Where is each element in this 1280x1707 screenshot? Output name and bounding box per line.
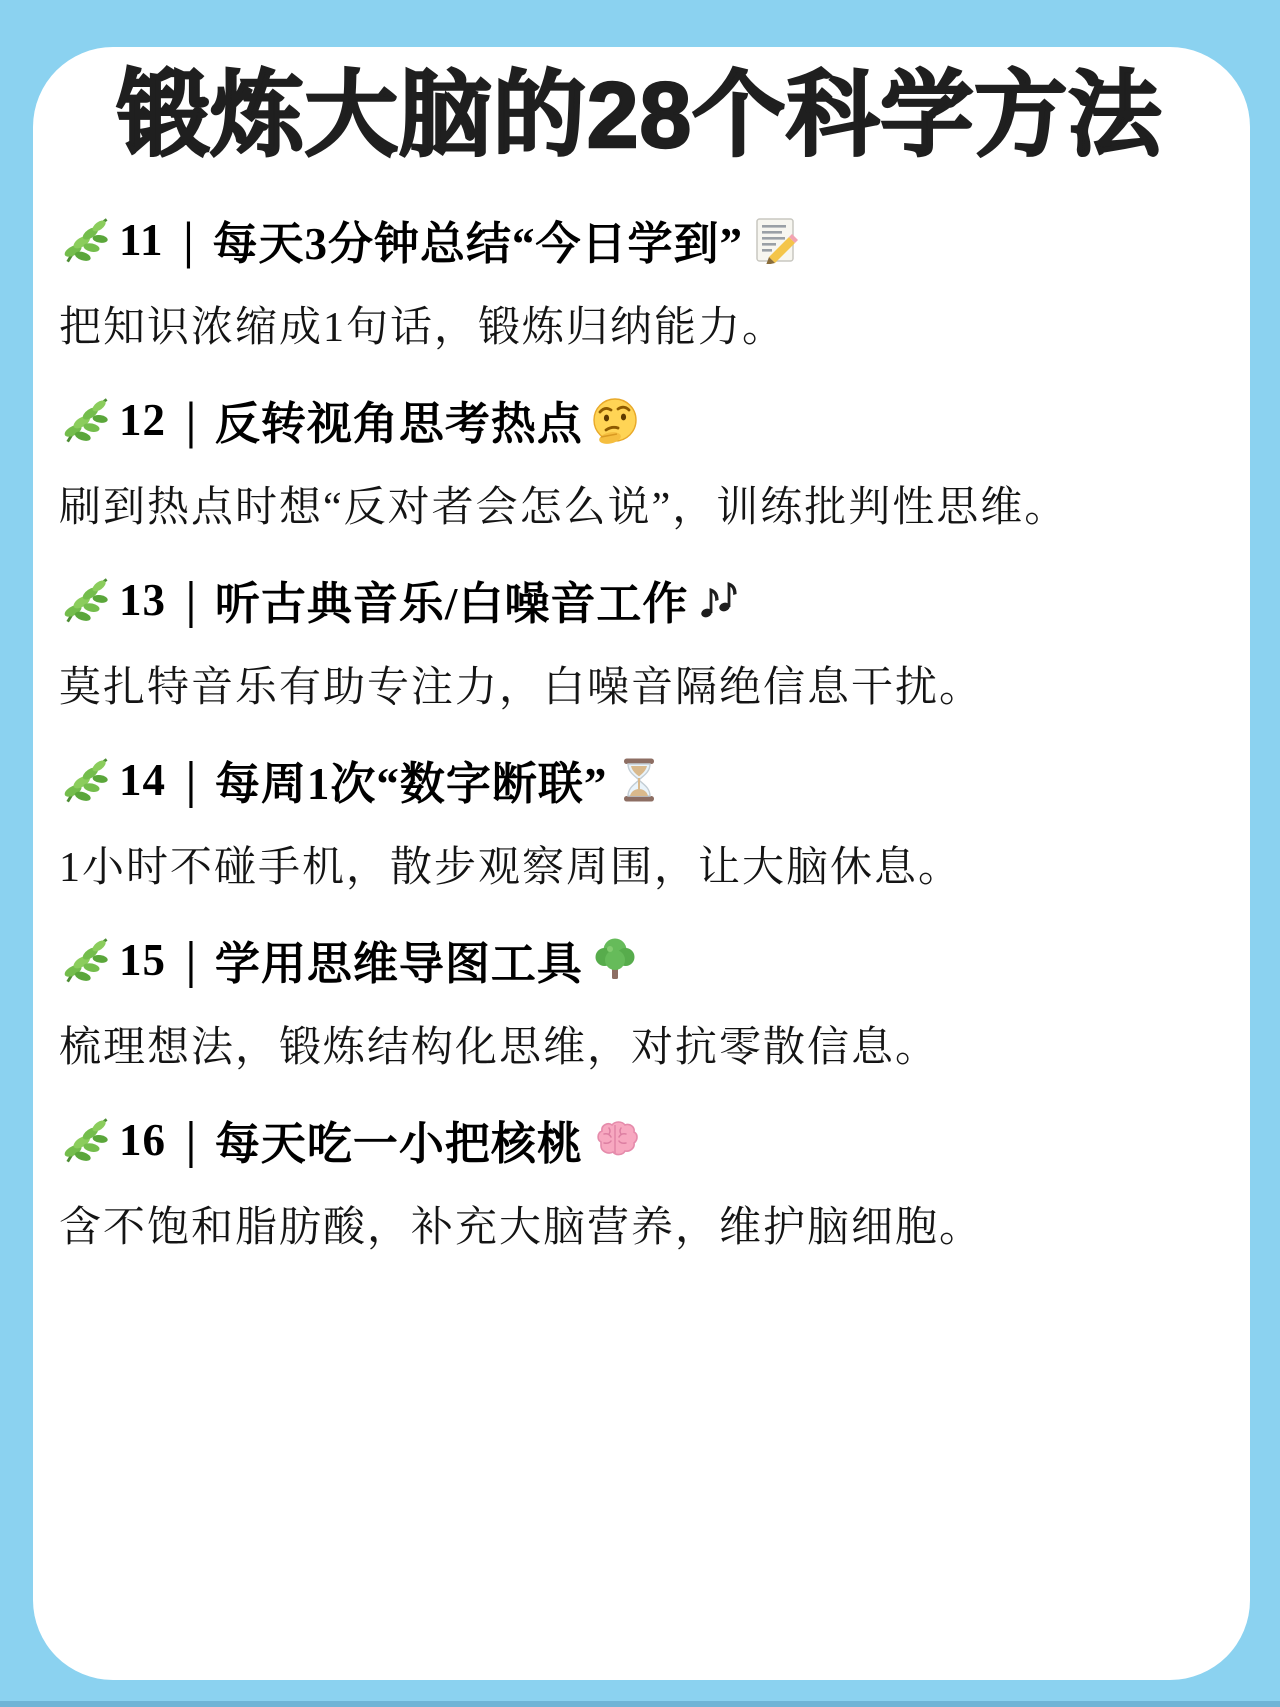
brain-icon xyxy=(591,1116,639,1164)
separator: | xyxy=(186,931,197,989)
separator: | xyxy=(186,751,197,809)
method-heading xyxy=(59,196,1220,284)
method-number: 12 xyxy=(119,394,166,445)
method-title: 每天吃一小把核桃 xyxy=(214,1119,583,1170)
method-item xyxy=(59,736,1220,912)
music-notes-icon xyxy=(696,576,744,624)
method-item xyxy=(59,556,1220,732)
method-title: 学用思维导图工具 xyxy=(214,939,583,990)
method-title: 反转视角思考热点 xyxy=(214,399,583,450)
separator: | xyxy=(186,571,197,629)
method-number: 14 xyxy=(119,754,166,805)
method-list xyxy=(55,196,1224,1272)
method-description: 刷到热点时想“反对者会怎么说”，训练批判性思维。 xyxy=(59,484,1069,531)
method-description: 梳理想法，锻炼结构化思维，对抗零散信息。 xyxy=(59,1024,940,1071)
method-title: 每天3分钟总结“今日学到” xyxy=(212,219,743,270)
method-heading xyxy=(59,736,1220,824)
method-heading xyxy=(59,916,1220,1004)
method-heading xyxy=(59,556,1220,644)
method-item xyxy=(59,916,1220,1092)
method-number: 15 xyxy=(119,934,166,985)
herb-icon xyxy=(59,754,111,806)
separator: | xyxy=(186,1111,197,1169)
herb-icon xyxy=(59,934,111,986)
method-title: 听古典音乐/白噪音工作 xyxy=(214,579,689,630)
method-description: 莫扎特音乐有助专注力，白噪音隔绝信息干扰。 xyxy=(59,664,984,711)
separator: | xyxy=(186,391,197,449)
tree-icon xyxy=(591,936,639,984)
method-heading xyxy=(59,376,1220,464)
method-description: 含不饱和脂肪酸，补充大脑营养，维护脑细胞。 xyxy=(59,1204,984,1251)
herb-icon xyxy=(59,214,111,266)
herb-icon xyxy=(59,394,111,446)
method-number: 11 xyxy=(119,214,164,265)
method-title: 每周1次“数字断联” xyxy=(214,759,608,810)
method-item xyxy=(59,1096,1220,1272)
bottom-edge-divider xyxy=(0,1701,1280,1707)
herb-icon xyxy=(59,1114,111,1166)
separator: | xyxy=(183,211,195,269)
poster-card xyxy=(33,47,1250,1680)
method-item xyxy=(59,196,1220,372)
method-number: 13 xyxy=(119,574,166,625)
hourglass-icon xyxy=(615,756,663,804)
method-description: 把知识浓缩成1句话，锻炼归纳能力。 xyxy=(59,304,787,351)
page-title: 锻炼大脑的28个科学方法 xyxy=(116,63,1163,167)
method-heading xyxy=(59,1096,1220,1184)
memo-icon xyxy=(751,216,799,264)
method-description: 1小时不碰手机，散步观察周围，让大脑休息。 xyxy=(59,844,963,891)
herb-icon xyxy=(59,574,111,626)
thinking-face-icon xyxy=(591,396,639,444)
method-item xyxy=(59,376,1220,552)
method-number: 16 xyxy=(119,1114,166,1165)
